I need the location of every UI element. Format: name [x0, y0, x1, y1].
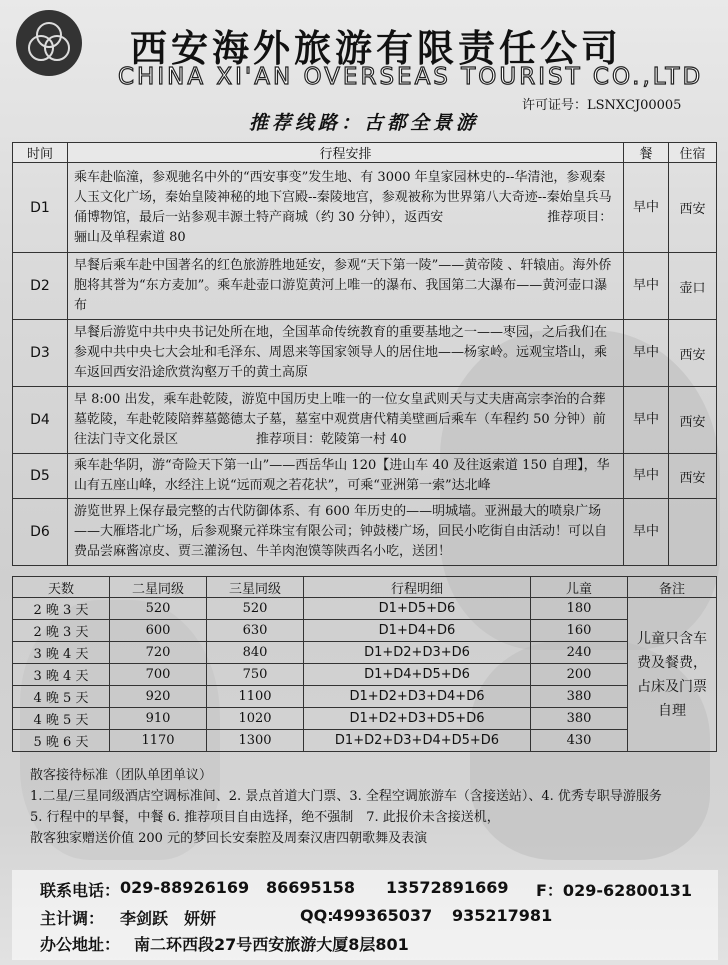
day-stay: 西安 — [669, 163, 717, 253]
price-detail: D1+D2+D3+D5+D6 — [304, 708, 531, 730]
price-days: 2 晚 3 天 — [13, 598, 110, 620]
itinerary-row — [13, 320, 717, 387]
price-child: 380 — [531, 708, 628, 730]
header-stay: 住宿 — [669, 143, 717, 163]
price-detail: D1+D5+D6 — [304, 598, 531, 620]
price-detail: D1+D2+D3+D6 — [304, 642, 531, 664]
header — [0, 0, 728, 140]
day-description: 乘车赴临潼，参观驰名中外的“西安事变”发生地、有 3000 年皇家园林史的--华清池，参观秦人玉文化广场，秦始皇陵神秘的地下宫殿--秦陵地宫，参观被称为世界第八大奇迹--秦始皇兵马俑博物馆，最后一站参观丰源土特产商城（约 30 分钟），返西安 推荐项目：骊山及单程索道 80 — [68, 163, 624, 253]
price-detail: D1+D2+D3+D4+D5+D6 — [304, 730, 531, 752]
day-description: 早餐后游览中共中央书记处所在地，全国革命传统教育的重要基地之一——枣园，之后我们在参观中共中央七大会址和毛泽东、周恩来等国家领导人的居住地——杨家岭。远观宝塔山，乘车返回西安沿途欣赏沟壑万千的黄土高原 — [68, 320, 624, 387]
itinerary-table — [12, 142, 717, 566]
pricing-header-row — [13, 577, 717, 598]
day-stay: 西安 — [669, 454, 717, 499]
price-two-star: 920 — [110, 686, 207, 708]
route-title: 推荐线路：古都全景游 — [248, 112, 479, 134]
phone-number: 029-88926169 — [120, 878, 250, 897]
day-label: D6 — [13, 499, 68, 566]
price-row — [13, 598, 717, 620]
day-label: D2 — [13, 253, 68, 320]
day-meal: 早中 — [624, 253, 669, 320]
standards-line: 散客独家赠送价值 200 元的梦回长安秦腔及周秦汉唐四朝歌舞及表演 — [30, 831, 428, 846]
itinerary-row — [13, 499, 717, 566]
company-logo-icon — [14, 8, 84, 78]
day-description: 乘车赴华阴，游“奇险天下第一山”——西岳华山 120【进山车 40 及往返索道 150 自理】，华山有五座山峰，水经注上说“远而观之若花状”，可乘“亚洲第一索”达北峰 — [68, 454, 624, 499]
qq-number: 499365037 — [332, 906, 433, 925]
price-row — [13, 730, 717, 752]
day-meal: 早中 — [624, 387, 669, 454]
contact-footer — [12, 870, 718, 960]
day-label: D4 — [13, 387, 68, 454]
pricing-table — [12, 576, 717, 752]
company-name-cn: 西安海外旅游有限责任公司 — [130, 27, 622, 70]
header-child: 儿童 — [531, 577, 628, 598]
phone-number: 86695158 — [266, 878, 356, 897]
price-two-star: 910 — [110, 708, 207, 730]
day-meal: 早中 — [624, 454, 669, 499]
price-row — [13, 642, 717, 664]
price-detail: D1+D2+D3+D4+D6 — [304, 686, 531, 708]
itinerary-row — [13, 454, 717, 499]
standards-line: 1.二星/三星同级酒店空调标准间、2. 景点首道大门票、3. 全程空调旅游车（含接送站）、4. 优秀专职导游服务 — [30, 789, 662, 804]
price-days: 3 晚 4 天 — [13, 642, 110, 664]
price-three-star: 1300 — [207, 730, 304, 752]
service-standards — [30, 765, 720, 849]
day-meal: 早中 — [624, 499, 669, 566]
day-label: D5 — [13, 454, 68, 499]
header-two-star: 二星同级 — [110, 577, 207, 598]
price-row — [13, 686, 717, 708]
license-number: 许可证号：LSNXCJ00005 — [522, 98, 682, 113]
day-meal: 早中 — [624, 163, 669, 253]
price-three-star: 630 — [207, 620, 304, 642]
price-three-star: 840 — [207, 642, 304, 664]
price-row — [13, 664, 717, 686]
company-name-en: CHINA XI'AN OVERSEAS TOURIST CO.,LTD — [118, 64, 704, 90]
price-days: 5 晚 6 天 — [13, 730, 110, 752]
price-detail: D1+D4+D6 — [304, 620, 531, 642]
day-description: 早 8:00 出发，乘车赴乾陵，游览中国历史上唯一的一位女皇武则天与丈夫唐高宗李治的合葬墓乾陵，车赴乾陵陪葬墓懿德太子墓，墓室中观赏唐代精美壁画后乘车（车程约 50 分钟）前往法门寺文化景区 推荐项目：乾陵第一村 40 — [68, 387, 624, 454]
price-row — [13, 708, 717, 730]
itinerary-row — [13, 163, 717, 253]
price-detail: D1+D4+D5+D6 — [304, 664, 531, 686]
price-child: 430 — [531, 730, 628, 752]
qq-number: 935217981 — [452, 906, 553, 925]
itinerary-row — [13, 253, 717, 320]
itinerary-header-row — [13, 143, 717, 163]
price-three-star: 520 — [207, 598, 304, 620]
price-child: 240 — [531, 642, 628, 664]
day-stay: 壶口 — [669, 253, 717, 320]
address-text: 南二环西段27号西安旅游大厦8层801 — [134, 935, 409, 954]
price-days: 2 晚 3 天 — [13, 620, 110, 642]
price-note: 儿童只含车费及餐费，占床及门票自理 — [628, 598, 717, 752]
header-plan: 行程安排 — [68, 143, 624, 163]
header-note: 备注 — [628, 577, 717, 598]
price-two-star: 520 — [110, 598, 207, 620]
standards-title: 散客接待标准（团队单团单议） — [30, 768, 213, 783]
phone-label: 联系电话： — [40, 881, 121, 900]
price-three-star: 1100 — [207, 686, 304, 708]
header-three-star: 三星同级 — [207, 577, 304, 598]
price-child: 180 — [531, 598, 628, 620]
price-child: 200 — [531, 664, 628, 686]
day-stay: 西安 — [669, 320, 717, 387]
header-meal: 餐 — [624, 143, 669, 163]
price-two-star: 1170 — [110, 730, 207, 752]
price-days: 3 晚 4 天 — [13, 664, 110, 686]
planner-label: 主计调： — [40, 909, 105, 928]
phone-number: 13572891669 — [386, 878, 509, 897]
price-row — [13, 620, 717, 642]
price-two-star: 720 — [110, 642, 207, 664]
price-two-star: 700 — [110, 664, 207, 686]
price-days: 4 晚 5 天 — [13, 686, 110, 708]
day-meal: 早中 — [624, 320, 669, 387]
day-description: 游览世界上保存最完整的古代防御体系、有 600 年历史的——明城墙。亚洲最大的喷泉广场——大雁塔北广场，后参观聚元祥珠宝有限公司；钟鼓楼广场，回民小吃街自由活动！可以自费品尝麻酱凉皮、贾三灌汤包、牛羊肉泡馍等陕西名小吃，送团！ — [68, 499, 624, 566]
header-time: 时间 — [13, 143, 68, 163]
day-label: D1 — [13, 163, 68, 253]
price-two-star: 600 — [110, 620, 207, 642]
day-description: 早餐后乘车赴中国著名的红色旅游胜地延安，参观“天下第一陵”——黄帝陵 、轩辕庙。海外侨胞将其誉为“东方麦加”。乘车赴壶口游览黄河上唯一的瀑布、我国第二大瀑布——黄河壶口瀑布 — [68, 253, 624, 320]
day-stay — [669, 499, 717, 566]
price-days: 4 晚 5 天 — [13, 708, 110, 730]
price-child: 160 — [531, 620, 628, 642]
standards-line: 5. 行程中的早餐，中餐 6. 推荐项目自由选择，绝不强制 7. 此报价未含接送机， — [30, 810, 500, 825]
fax-number: F：029-62800131 — [536, 881, 693, 900]
price-three-star: 1020 — [207, 708, 304, 730]
price-child: 380 — [531, 686, 628, 708]
address-label: 办公地址： — [40, 935, 121, 954]
header-detail: 行程明细 — [304, 577, 531, 598]
day-stay: 西安 — [669, 387, 717, 454]
planner-names: 李剑跃 妍妍 — [120, 909, 217, 928]
day-label: D3 — [13, 320, 68, 387]
header-days: 天数 — [13, 577, 110, 598]
itinerary-row — [13, 387, 717, 454]
qq-label: QQ: — [300, 906, 334, 925]
price-three-star: 750 — [207, 664, 304, 686]
